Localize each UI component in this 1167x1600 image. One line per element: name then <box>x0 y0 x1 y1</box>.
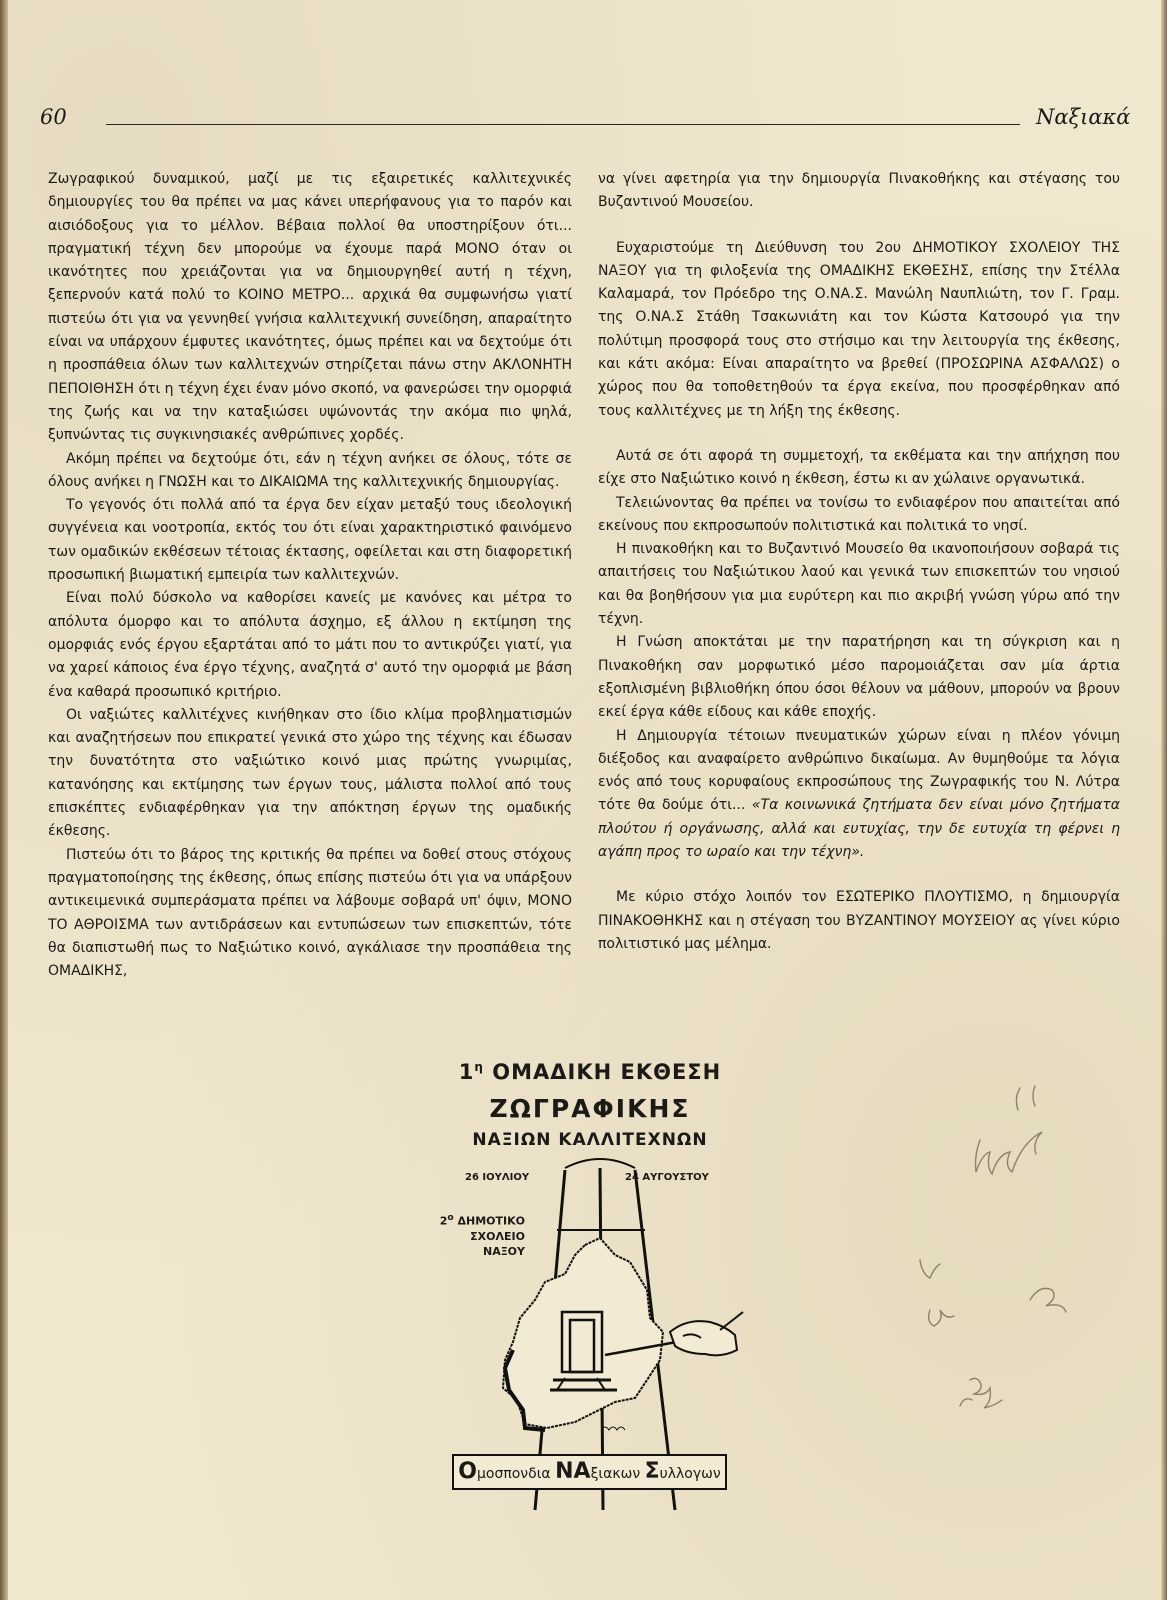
venue-line-1: ΔΗΜΟΤΙΚΟ <box>457 1214 525 1228</box>
venue-number: 2 <box>439 1214 448 1228</box>
right-paragraph-1: να γίνει αφετηρία για την δημιουργία Πινακοθήκης και στέγασης του Βυζαντινού Μουσείου. <box>598 171 1120 211</box>
page-edge-right <box>1161 0 1167 1600</box>
handwritten-pencil-notes <box>900 1080 1100 1440</box>
logo-letter-s: Σ <box>644 1459 660 1484</box>
left-paragraph-4: Είναι πολύ δύσκολο να καθορίσει κανείς με κανόνες και μέτρα το απόλυτα όμορφο και το απόλυτα άσχημο, εξ άλλου η εκτίμηση της ομορφιάς ενός έργου εξαρτάται από το μάτι που το αντικρύζει γιατί, για να χαρεί κάποιος ένα έργο τέχνης, αναζητά σ' αυτό την ομορφιά με βάση ένα καθαρά προσωπικό κριτήριο. <box>48 590 572 700</box>
poster-title-text: ΟΜΑΔΙΚΗ ΕΚΘΕΣΗ <box>492 1060 722 1084</box>
naxos-map-icon <box>503 1238 663 1428</box>
poster-date-end: 24 ΑΥΓΟΥΣΤΟΥ <box>625 1172 709 1183</box>
running-title: Ναξιακά <box>1036 105 1131 129</box>
easel-map-illustration <box>425 1050 755 1510</box>
venue-ordinal: ο <box>447 1212 454 1223</box>
poster-ordinal: η <box>474 1060 484 1074</box>
venue-line-2: ΣΧΟΛΕΙΟ <box>470 1229 525 1243</box>
header-rule <box>106 124 1020 125</box>
right-paragraph-4: Τελειώνοντας θα πρέπει να τονίσω το ενδιαφέρον που απαιτείται από εκείνους που εκπροσωπούν πολιτιστικά και πολιτικά το νησί. <box>598 494 1120 534</box>
logo-word-3: υλλογων <box>659 1466 721 1482</box>
right-paragraph-2: Ευχαριστούμε τη Διεύθυνση του 2ου ΔΗΜΟΤΙΚΟΥ ΣΧΟΛΕΙΟΥ ΤΗΣ ΝΑΞΟΥ για τη φιλοξενία της ΟΜΑΔΙΚΗΣ ΕΚΘΕΣΗΣ, επίσης την Στέλλα Καλαμαρά, τον Πρόεδρο της Ο.ΝΑ.Σ. Μανώλη Ναυπλιώτη, τον Γ. Γραμ. της Ο.ΝΑ.Σ Στάθη Τσακωνιάτη και τον Κώστα Κατσουρό για την πολύτιμη προσφορά τους στο στήσιμο και την λειτουργία της έκθεσης, και κάτι ακόμα: Είναι απαραίτητο να βρεθεί (ΠΡΟΣΩΡΙΝΑ ΑΣΦΑΛΩΣ) ο χώρος που θα τοποθετηθούν τα έργα εκείνα, που προσφέρθηκαν από τους καλλιτέχνες με τη λήξη της έκθεσης. <box>598 239 1120 419</box>
artist-signature-icon <box>601 1427 625 1430</box>
logo-word-2: ξιακων <box>590 1466 645 1482</box>
onas-logo <box>452 1454 727 1490</box>
right-paragraph-7-text: Η Δημιουργία τέτοιων πνευματικών χώρων είναι η πλέον γόνιμη διέξοδος και αναφαίρετο ανθρώπινο δικαίωμα. Αν θυμηθούμε τα λόγια ενός από τους κορυφαίους εκπροσώπους της Ζωγραφικής του Ν. Λύτρα τότε θα δούμε ότι... <box>598 727 1120 814</box>
left-paragraph-2: Ακόμη πρέπει να δεχτούμε ότι, εάν η τέχνη ανήκει σε όλους, τότε σε όλους ανήκει η ΓΝΩΣΗ και το ΔΙΚΑΙΩΜΑ της καλλιτεχνικής δημιουργίας. <box>48 450 572 490</box>
logo-letter-o: Ο <box>458 1459 477 1484</box>
poster-number: 1 <box>458 1060 475 1084</box>
left-paragraph-3: Το γεγονός ότι πολλά από τα έργα δεν είχαν μεταξύ τους ιδεολογική συγγένεια και νοοτροπία, εκτός του ότι είναι χαρακτηριστικό φαινόμενο των ομαδικών εκθέσεων τέτοιας έκτασης, οφείλεται και στη διαφορετική προσωπική βιωματική εμπειρία των καλλιτεχνών. <box>48 497 572 584</box>
lytras-quote: «Τα κοινωνικά ζητήματα δεν είναι μόνο ζητήματα πλούτου ή οργάνωσης, αλλά και ευτυχίας, την δε ευτυχία τη φέρνει η αγάπη προς το ωραίο και την τέχνη». <box>598 797 1121 861</box>
right-column <box>598 168 1120 956</box>
venue-line-3: ΝΑΞΟΥ <box>483 1244 525 1258</box>
poster-title-line2: ΖΩΓΡΑΦΙΚΗΣ <box>489 1094 691 1123</box>
poster-date-start: 26 ΙΟΥΛΙΟΥ <box>465 1172 530 1183</box>
left-paragraph-6: Πιστεύω ότι το βάρος της κριτικής θα πρέπει να δοθεί στους στόχους πραγματοποίησης της έκθεσης, όπως επίσης πιστεύω ότι για να υπάρξουν αντικειμενικά συμπεράσματα πρέπει να λάβουμε σοβαρά υπ' όψιν, ΜΟΝΟ ΤΟ ΑΘΡΟΙΣΜΑ των αντιδράσεων και εντυπώσεων των επισκεπτών, τότε θα διαπιστωθή πως το Ναξιώτικο κοινό, αγκάλιασε την προσπάθεια της ΟΜΑΔΙΚΗΣ, <box>48 846 572 980</box>
left-column <box>48 168 572 983</box>
right-paragraph-3: Αυτά σε ότι αφορά τη συμμετοχή, τα εκθέματα και την απήχηση που είχε στο Ναξιώτικο κοινό η έκθεση, έστω κι αν χώλαινε οργανωτικά. <box>598 447 1120 488</box>
exhibition-poster <box>425 1050 755 1510</box>
page-number: 60 <box>40 105 67 129</box>
left-paragraph-1: Ζωγραφικού δυναμικού, μαζί με τις εξαιρετικές καλλιτεχνικές δημιουργίες του θα πρέπει να μας κάνει υπερήφανους για το παρόν και αισιόδοξους για το μέλλον. Βέβαια πολλοί θα υποστηρίξουν ότι... πραγματική τέχνη δεν μπορούμε να έχουμε παρά ΜΟΝΟ όταν οι ικανότητες που χρειάζονται για να δημιουργηθεί αυτή η τέχνη, ξεπερνούν κατά πολύ το ΚΟΙΝΟ ΜΕΤΡΟ... αρχικά θα συμφωνήσω γιατί πιστεύω ότι για να γεννηθεί γνήσια καλλιτεχνική συνείδηση, απαραίτητο είναι να υπάρχουν έμφυτες ικανότητες, όμως πρέπει και να δεχτούμε ότι η προσπάθεια όλων των καλλιτεχνών στηρίζεται πάνω στην ΑΚΛΟΝΗΤΗ ΠΕΠΟΙΘΗΣΗ ότι η τέχνη έχει έναν μόνο σκοπό, να φανερώσει την ομορφιά της ζωής και να την καταξιώσει υψώνοντάς την ακόμα πιο ψηλά, ξυπνώντας τις συγκινησιακές ανθρώπινες χορδές. <box>48 171 572 444</box>
right-paragraph-8: Με κύριο στόχο λοιπόν τον ΕΣΩΤΕΡΙΚΟ ΠΛΟΥΤΙΣΜΟ, η δημιουργία ΠΙΝΑΚΟΘΗΚΗΣ και η στέγαση του ΒΥΖΑΝΤΙΝΟΥ ΜΟΥΣΕΙΟΥ ας γίνει κύριο πολιτιστικό μας μέλημα. <box>598 889 1120 952</box>
right-paragraph-6: Η Γνώση αποκτάται με την παρατήρηση και τη σύγκριση και η Πινακοθήκη σαν μορφωτικό μέσο παρομοιάζεται σαν μία άρτια εξοπλισμένη βιβλιοθήκη όπου όσοι θέλουν να μάθουν, μπορούν να βρουν εκεί έργα κάθε είδους και κάθε εποχής. <box>598 634 1120 721</box>
left-paragraph-5: Οι ναξιώτες καλλιτέχνες κινήθηκαν στο ίδιο κλίμα προβληματισμών και αναζητήσεων που επικρατεί γενικά στο χώρο της τέχνης και έδωσαν την δυνατότητα στο ναξιώτικο κοινό μιας πρώτης γνωριμίας, κατανόησης και εκτίμησης των έργων τους, μάλιστα πολλοί από τους επισκέπτες ενδιαφέρθηκαν για την απόκτηση έργων της ομαδικής έκθεσης. <box>48 706 572 840</box>
page-edge-left <box>0 0 8 1600</box>
logo-letters-na: ΝΑ <box>555 1459 591 1484</box>
right-paragraph-7 <box>598 725 1120 865</box>
poster-title-line3: ΝΑΞΙΩΝ ΚΑΛΛΙΤΕΧΝΩΝ <box>472 1130 708 1150</box>
logo-word-1: μοσπονδια <box>476 1466 556 1482</box>
right-paragraph-5: Η πινακοθήκη και το Βυζαντινό Μουσείο θα ικανοποιήσουν σοβαρά τις απαιτήσεις του Ναξιώτικου λαού και γενικά των επισκεπτών του νησιού και θα βοηθήσουν για μια ευρύτερη και πιο ακριβή γνώση γύρω από την τέχνη. <box>598 541 1120 628</box>
